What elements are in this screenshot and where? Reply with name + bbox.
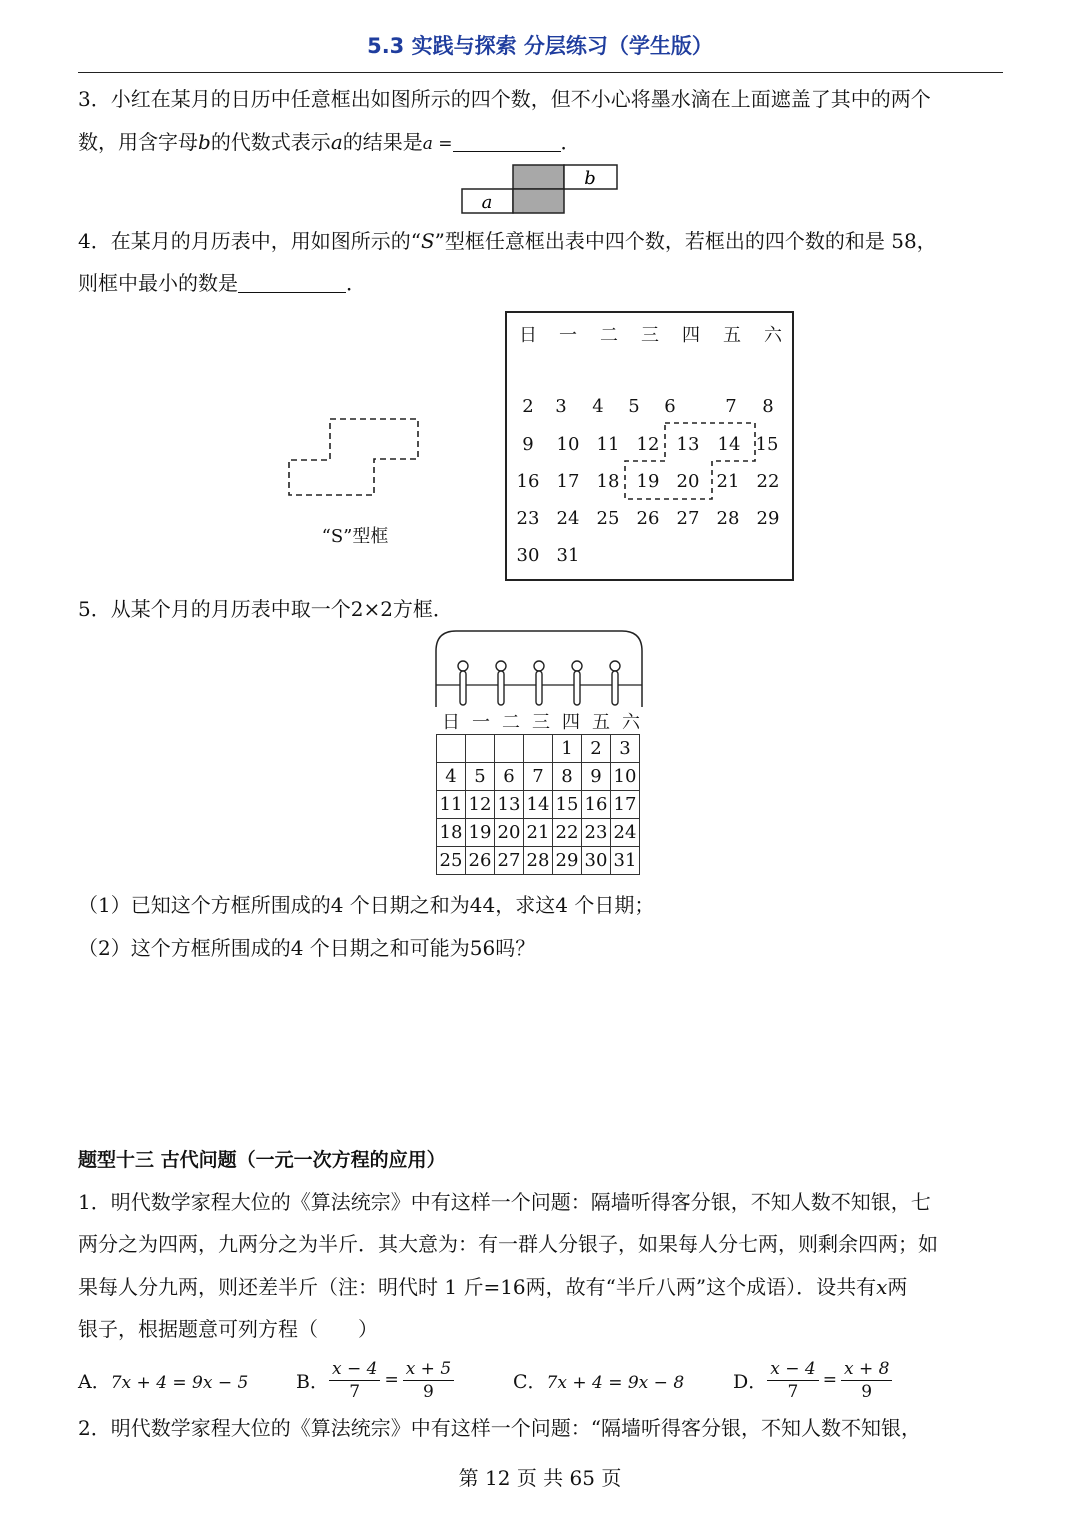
q4-line1 xyxy=(78,226,1008,256)
q5-day: 26 xyxy=(466,847,495,875)
q5-day: 8 xyxy=(553,763,582,791)
option-b-label: B． xyxy=(296,1370,329,1393)
q4-day: 19 xyxy=(636,471,660,492)
option-b-fraction-1 xyxy=(329,1358,380,1403)
option-c[interactable] xyxy=(513,1367,684,1394)
page-title: 5.3 实践与探索 分层练习（学生版） xyxy=(367,34,713,58)
option-a-equation: 7x + 4 = 9x − 5 xyxy=(110,1373,249,1393)
q4-s-frame-overlay xyxy=(507,313,792,579)
q3-line1: 3．小红在某月的日历中任意框出如图所示的四个数，但不小心将墨水滴在上面遮盖了其中的两个 xyxy=(78,87,931,111)
page-number: 第 12 页 共 65 页 xyxy=(458,1466,622,1490)
q5-day: 3 xyxy=(611,735,640,763)
s13-q1-line2: 两分之为四两，九两分之为半斤．其大意为：有一群人分银子，如果每人分七两，则剩余四两；如 xyxy=(78,1232,938,1256)
q4-day: 21 xyxy=(716,471,740,492)
table-row xyxy=(437,819,640,847)
q5-calendar-header xyxy=(436,708,646,734)
q4-day: 3 xyxy=(555,396,567,417)
option-d-denominator-2: 9 xyxy=(861,1381,873,1402)
q4-day: 14 xyxy=(717,434,741,455)
q5-sub1: （1）已知这个方框所围成的4 个日期之和为44，求这4 个日期； xyxy=(78,893,655,917)
q5-day: 23 xyxy=(582,819,611,847)
q3-line2 xyxy=(78,127,1008,159)
q4-day: 27 xyxy=(676,508,700,529)
q4-text-b: ”型框任意框出表中四个数，若框出的四个数的和是 58， xyxy=(434,229,937,253)
option-d-fraction-2 xyxy=(841,1358,892,1403)
q5-day: 24 xyxy=(611,819,640,847)
section-heading: 题型十三 古代问题（一元一次方程的应用） xyxy=(78,1149,446,1171)
q5-weekday: 五 xyxy=(592,712,610,733)
q4-day: 13 xyxy=(676,434,700,455)
option-d[interactable] xyxy=(733,1355,892,1405)
q5-weekday: 四 xyxy=(562,712,580,733)
q4-line2 xyxy=(78,268,1008,298)
q4-weekday: 一 xyxy=(559,325,577,346)
q4-day: 9 xyxy=(522,434,534,455)
q4-day: 2 xyxy=(522,396,534,417)
option-d-equals: = xyxy=(822,1370,837,1390)
q4-text-a: 4．在某月的月历表中，用如图所示的“ xyxy=(78,229,421,253)
option-d-numerator-1: x − 4 xyxy=(767,1358,818,1381)
q4-day: 5 xyxy=(628,396,640,417)
q4-day: 16 xyxy=(516,471,540,492)
q4-day: 18 xyxy=(596,471,620,492)
q5-day: 16 xyxy=(582,791,611,819)
q5-day: 31 xyxy=(611,847,640,875)
option-b-numerator-1: x − 4 xyxy=(329,1358,380,1381)
q5-sub2: （2）这个方框所围成的4 个日期之和可能为56吗？ xyxy=(78,936,536,960)
q5-line1: 5．从某个月的月历表中取一个2×2方框． xyxy=(78,597,453,621)
q4-day: 7 xyxy=(725,396,737,417)
q4-s-letter: S xyxy=(420,229,435,253)
q5-day: 20 xyxy=(495,819,524,847)
q4-weekday: 三 xyxy=(641,325,659,346)
option-d-numerator-2: x + 8 xyxy=(841,1358,892,1381)
q5-day: 1 xyxy=(553,735,582,763)
q5-day: 27 xyxy=(495,847,524,875)
q5-day: 30 xyxy=(582,847,611,875)
option-b-denominator-1: 7 xyxy=(349,1381,361,1402)
q5-weekday: 日 xyxy=(442,712,460,733)
q5-day: 28 xyxy=(524,847,553,875)
option-d-fraction-1 xyxy=(767,1358,818,1403)
option-b[interactable] xyxy=(296,1355,454,1405)
option-b-denominator-2: 9 xyxy=(423,1381,434,1402)
option-a-label: A． xyxy=(78,1371,111,1393)
q4-period: ． xyxy=(346,271,366,295)
s13-q2-line1: 2．明代数学家程大位的《算法统宗》中有这样一个问题：“隔墙听得客分银，不知人数不知银， xyxy=(78,1416,921,1440)
option-d-label: D． xyxy=(733,1370,768,1393)
q5-day: 19 xyxy=(466,819,495,847)
s13-q1-line3 xyxy=(78,1272,1008,1302)
q4-weekday: 日 xyxy=(519,325,537,346)
q3-var-a: a xyxy=(330,130,343,154)
q5-day xyxy=(437,735,466,763)
q4-day: 10 xyxy=(556,434,580,455)
q4-weekday: 二 xyxy=(600,325,618,346)
table-row xyxy=(437,847,640,875)
q4-day: 11 xyxy=(596,434,620,455)
fig-label-a: a xyxy=(481,192,493,213)
q4-text-c: 则框中最小的数是 xyxy=(78,271,238,295)
q5-day: 22 xyxy=(553,819,582,847)
q4-day: 12 xyxy=(636,434,660,455)
header-divider xyxy=(78,72,1003,73)
q5-calendar xyxy=(433,629,645,881)
table-row xyxy=(437,791,640,819)
q5-day: 11 xyxy=(437,791,466,819)
q5-day: 21 xyxy=(524,819,553,847)
q5-day: 7 xyxy=(524,763,553,791)
q4-day: 25 xyxy=(596,508,620,529)
q4-weekday: 五 xyxy=(723,325,741,346)
q4-calendar xyxy=(505,311,794,581)
q4-weekday: 六 xyxy=(764,325,782,346)
q5-day: 10 xyxy=(611,763,640,791)
q4-day: 6 xyxy=(664,396,676,417)
q4-day: 8 xyxy=(762,396,774,417)
q5-day: 5 xyxy=(466,763,495,791)
s-shape-caption: “S”型框 xyxy=(321,526,389,547)
q3-ink-figure xyxy=(460,163,620,215)
q3-period: ． xyxy=(560,130,581,154)
q5-day: 18 xyxy=(437,819,466,847)
option-b-fraction-2 xyxy=(403,1358,454,1403)
table-row xyxy=(437,763,640,791)
option-b-numerator-2: x + 5 xyxy=(403,1358,454,1381)
q4-day: 4 xyxy=(592,396,604,417)
q5-day: 13 xyxy=(495,791,524,819)
q5-day: 4 xyxy=(437,763,466,791)
q5-day xyxy=(466,735,495,763)
q5-weekday: 二 xyxy=(502,712,520,733)
q3-var-b: b xyxy=(198,130,211,154)
q5-weekday: 一 xyxy=(472,712,490,733)
table-row xyxy=(437,735,640,763)
q5-day: 25 xyxy=(437,847,466,875)
q4-day: 20 xyxy=(676,471,700,492)
q4-day: 30 xyxy=(516,545,540,566)
q3-text-a: 数，用含字母 xyxy=(78,130,198,154)
q3-text-b: 的代数式表示 xyxy=(210,130,331,154)
q5-day: 9 xyxy=(582,763,611,791)
ink-blot-top xyxy=(513,165,564,189)
calendar-binder xyxy=(433,629,645,709)
q4-answer-blank[interactable] xyxy=(238,272,346,293)
q4-day: 28 xyxy=(716,508,740,529)
q5-day xyxy=(495,735,524,763)
q4-day: 24 xyxy=(556,508,580,529)
q3-equation: a = xyxy=(422,134,453,154)
q3-answer-blank[interactable] xyxy=(453,131,561,152)
s13-q1-line1: 1．明代数学家程大位的《算法统宗》中有这样一个问题：隔墙听得客分银，不知人数不知银，七 xyxy=(78,1190,931,1214)
q5-day: 29 xyxy=(553,847,582,875)
s13-q1-line4: 银子，根据题意可列方程（ ） xyxy=(78,1317,378,1341)
q4-day: 17 xyxy=(556,471,580,492)
q3-text-c: 的结果是 xyxy=(342,130,423,154)
q5-calendar-grid xyxy=(436,734,640,875)
s-shape-frame xyxy=(286,417,422,499)
q4-day: 15 xyxy=(755,434,779,455)
q4-day: 22 xyxy=(756,471,780,492)
q4-weekday: 四 xyxy=(682,325,700,346)
option-a[interactable] xyxy=(78,1367,248,1394)
q4-day: 23 xyxy=(516,508,540,529)
q4-day: 31 xyxy=(556,545,580,566)
q5-day: 15 xyxy=(553,791,582,819)
fig-label-b: b xyxy=(584,168,596,189)
q5-weekday: 六 xyxy=(622,712,640,733)
option-c-label: C． xyxy=(513,1371,547,1393)
option-d-denominator-1: 7 xyxy=(787,1381,799,1402)
q4-day: 26 xyxy=(636,508,660,529)
q5-day: 12 xyxy=(466,791,495,819)
option-c-equation: 7x + 4 = 9x − 8 xyxy=(546,1373,685,1393)
q5-day xyxy=(524,735,553,763)
q4-day: 29 xyxy=(756,508,780,529)
q5-day: 17 xyxy=(611,791,640,819)
s13-q1-line3-end: 两 xyxy=(887,1275,908,1299)
q5-day: 6 xyxy=(495,763,524,791)
s13-q1-var-x: x xyxy=(876,1275,888,1299)
q5-day: 2 xyxy=(582,735,611,763)
q5-weekday: 三 xyxy=(532,712,550,733)
ink-blot-bottom xyxy=(513,189,564,213)
option-b-equals: = xyxy=(384,1370,399,1390)
q5-day: 14 xyxy=(524,791,553,819)
binder-ring-icon xyxy=(458,661,620,705)
s13-q1-line3-text: 果每人分九两，则还差半斤（注：明代时 1 斤=16两，故有“半斤八两”这个成语）．设共有 xyxy=(78,1275,877,1299)
